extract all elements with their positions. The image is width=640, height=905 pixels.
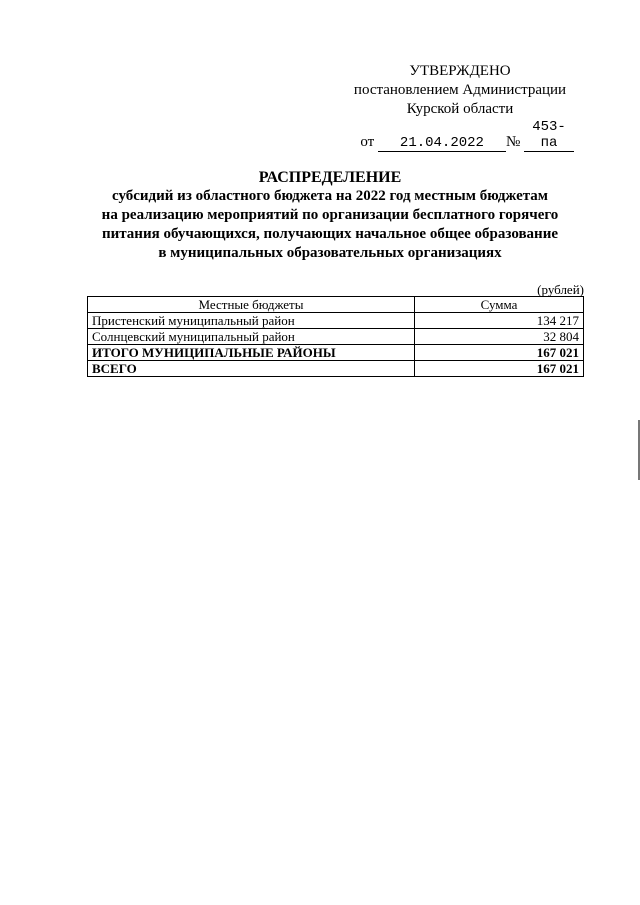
approval-number: 453-па bbox=[524, 119, 574, 152]
column-header-amount: Сумма bbox=[415, 297, 584, 313]
table-row bbox=[88, 313, 584, 329]
row-amount: 134 217 bbox=[415, 313, 584, 329]
approval-region: Курской области bbox=[406, 101, 514, 117]
title-heading: РАСПРЕДЕЛЕНИЕ bbox=[258, 169, 402, 186]
title-line-4: в муниципальных образовательных организациях bbox=[158, 245, 502, 261]
table-row-total bbox=[88, 361, 584, 377]
row-name: Солнцевский муниципальный район bbox=[88, 329, 415, 345]
title-line-1: субсидий из областного бюджета на 2022 год местным бюджетам bbox=[111, 188, 549, 204]
row-name: Пристенский муниципальный район bbox=[88, 313, 415, 329]
row-name: ВСЕГО bbox=[88, 361, 415, 377]
number-prefix: № bbox=[505, 134, 521, 150]
document-title bbox=[80, 168, 580, 263]
row-amount: 167 021 bbox=[415, 345, 584, 361]
approval-issuer: постановлением Администрации bbox=[353, 82, 567, 98]
distribution-table bbox=[87, 296, 584, 377]
row-amount: 32 804 bbox=[415, 329, 584, 345]
approval-date-line bbox=[340, 119, 580, 152]
approval-heading: УТВЕРЖДЕНО bbox=[409, 63, 511, 79]
date-prefix: от bbox=[360, 134, 375, 150]
title-line-3: питания обучающихся, получающих начальное общее образование bbox=[101, 226, 559, 242]
column-header-budgets: Местные бюджеты bbox=[88, 297, 415, 313]
title-line-2: на реализацию мероприятий по организации бесплатного горячего bbox=[101, 207, 559, 223]
table-header-row bbox=[88, 297, 584, 313]
table-row bbox=[88, 329, 584, 345]
table-row-subtotal bbox=[88, 345, 584, 361]
row-name: ИТОГО МУНИЦИПАЛЬНЫЕ РАЙОНЫ bbox=[88, 345, 415, 361]
units-label: (рублей) bbox=[537, 282, 584, 297]
row-amount: 167 021 bbox=[415, 361, 584, 377]
approval-block bbox=[340, 62, 580, 152]
approval-date: 21.04.2022 bbox=[378, 135, 506, 152]
